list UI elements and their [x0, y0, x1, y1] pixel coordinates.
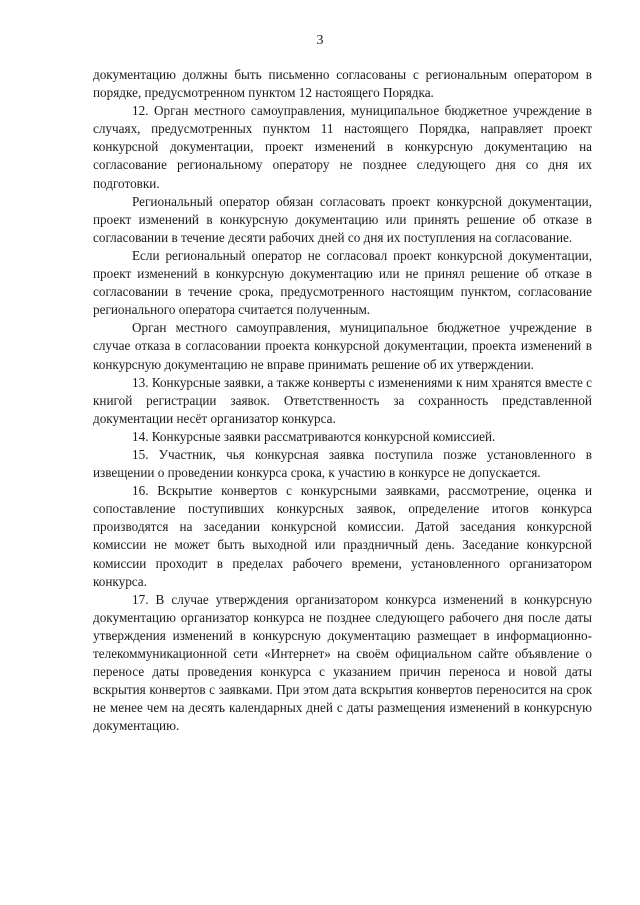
- paragraph-continuation: документацию должны быть письменно согласованы с региональным оператором в порядке, предусмотренном пунктом 12 настоящего Порядка.: [93, 67, 592, 101]
- paragraph-item-16: 16. Вскрытие конвертов с конкурсными заявками, рассмотрение, оценка и сопоставление поступивших конкурсных заявок, определение итогов конкурса производятся на заседании конкурсной комиссии. Датой заседания конкурсной комиссии не может быть выходной или праздничный день. Заседание конкурсной комиссии проходит в пределах рабочего времени, установленного организатором конкурса.: [93, 483, 592, 589]
- page-number: 3: [316, 33, 324, 48]
- paragraph-refusal-consequence: Орган местного самоуправления, муниципальное бюджетное учреждение в случае отказа в согласовании проекта конкурсной документации, проекта изменений в конкурсную документацию не вправе принимать решение об их утверждении.: [93, 320, 592, 372]
- paragraph-item-12: 12. Орган местного самоуправления, муниципальное бюджетное учреждение в случаях, предусмотренных пунктом 11 настоящего Порядка, направляет проект конкурсной документации, проект изменений в конкурсную документацию на согласование региональному оператору не позднее следующего дня со дня их подготовки.: [93, 103, 592, 191]
- paragraph-item-13: 13. Конкурсные заявки, а также конверты с изменениями к ним хранятся вместе с книгой регистрации заявок. Ответственность за сохранность представленной документации несёт организатор конкурса.: [93, 374, 592, 426]
- paragraph-item-15: 15. Участник, чья конкурсная заявка поступила позже установленного в извещении о проведении конкурса срока, к участию в конкурсе не допускается.: [93, 446, 592, 481]
- paragraph-regional-operator-duty: Региональный оператор обязан согласовать проект конкурсной документации, проект изменений в конкурсную документацию или принять решение об отказе в согласовании в течение десяти рабочих дней со дня их поступления на согласование.: [93, 193, 592, 245]
- paragraph-implied-approval: Если региональный оператор не согласовал проект конкурсной документации, проект изменений в конкурсную документацию или не принял решение об отказе в согласовании в течение срока, предусмотренного настоящим пунктом, согласование регионального оператора считается полученным.: [93, 247, 592, 318]
- paragraph-item-14: 14. Конкурсные заявки рассматриваются конкурсной комиссией.: [132, 428, 496, 444]
- paragraph-item-17: 17. В случае утверждения организатором конкурса изменений в конкурсную документацию организатор конкурса не позднее следующего рабочего дня после даты утверждения изменений в конкурсную документацию размещает в информационно-телекоммуникационной сети «Интернет» на своём официальном сайте объявление о переносе даты проведения конкурса с указанием причин переноса и новой даты вскрытия конвертов с заявками. При этом дата вскрытия конвертов переносится на срок не менее чем на десять календарных дней с даты размещения изменений в конкурсную документацию.: [93, 591, 592, 734]
- document-body: [93, 66, 592, 735]
